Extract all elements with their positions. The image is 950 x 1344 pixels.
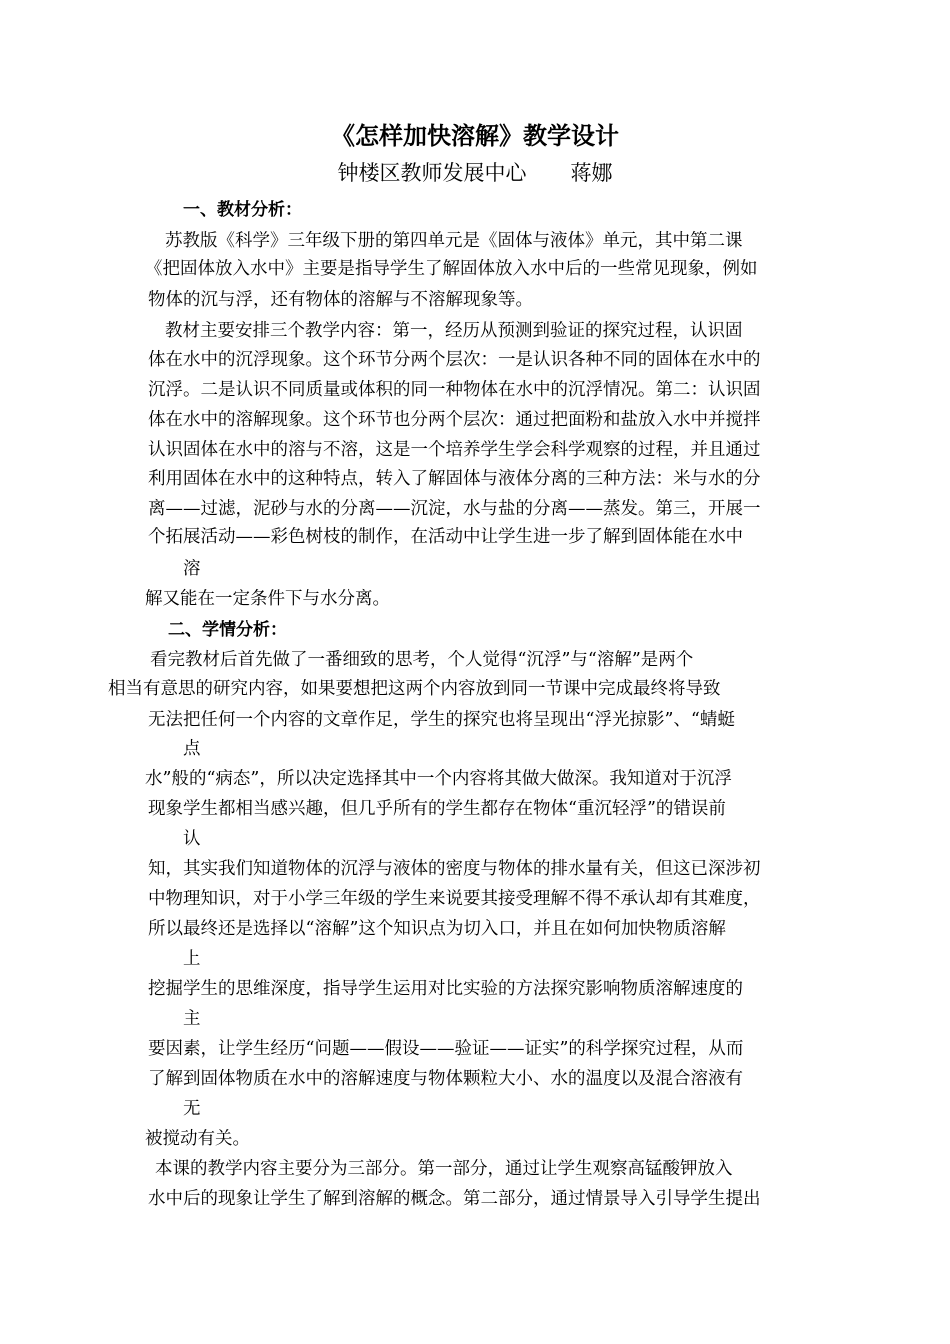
paragraph-line: 体在水中的溶解现象。这个环节也分两个层次：通过把面粉和盐放入水中并搅拌 — [148, 410, 761, 430]
author-name: 蒋娜 — [570, 161, 613, 185]
paragraph-line: 看完教材后首先做了一番细致的思考，个人觉得“沉浮”与“溶解”是两个 — [150, 650, 694, 670]
paragraph-line: 水中后的现象让学生了解到溶解的概念。第二部分，通过情景导入引导学生提出 — [148, 1189, 761, 1209]
paragraph-line: 解又能在一定条件下与水分离。 — [145, 589, 390, 609]
paragraph-line: 利用固体在水中的这种特点，转入了解固体与液体分离的三种方法：米与水的分 — [148, 469, 761, 489]
paragraph-line: 认 — [183, 829, 201, 849]
paragraph-line: 所以最终还是选择以“溶解”这个知识点为切入口，并且在如何加快物质溶解 — [148, 919, 726, 939]
paragraph-line: 《把固体放入水中》主要是指导学生了解固体放入水中后的一些常见现象，例如 — [145, 259, 758, 279]
document-title: 《怎样加快溶解》教学设计 — [331, 121, 619, 150]
document-author — [0, 158, 950, 188]
paragraph-line: 了解到固体物质在水中的溶解速度与物体颗粒大小、水的温度以及混合溶液有 — [148, 1069, 743, 1089]
paragraph-line: 无法把任何一个内容的文章作足，学生的探究也将呈现出“浮光掠影”、“蜻蜓 — [148, 710, 735, 730]
paragraph-line: 水”般的“病态”，所以决定选择其中一个内容将其做大做深。我知道对于沉浮 — [145, 769, 732, 789]
paragraph-line: 认识固体在水中的溶与不溶，这是一个培养学生学会科学观察的过程，并且通过 — [148, 440, 761, 460]
author-organization: 钟楼区教师发展中心 — [337, 161, 527, 185]
paragraph-line: 本课的教学内容主要分为三部分。第一部分，通过让学生观察高锰酸钾放入 — [155, 1159, 733, 1179]
paragraph-line: 体在水中的沉浮现象。这个环节分两个层次：一是认识各种不同的固体在水中的 — [148, 350, 761, 370]
paragraph-line: 苏教版《科学》三年级下册的第四单元是《固体与液体》单元，其中第二课 — [165, 231, 743, 251]
section-heading-learner-analysis: 二、学情分析： — [168, 620, 287, 640]
paragraph-line: 离——过滤，泥砂与水的分离——沉淀，水与盐的分离——蒸发。第三，开展一 — [148, 499, 761, 519]
section-heading-textbook-analysis: 一、教材分析： — [183, 200, 302, 220]
paragraph-line: 教材主要安排三个教学内容：第一，经历从预测到验证的探究过程，认识固 — [165, 321, 743, 341]
paragraph-line: 个拓展活动——彩色树枝的制作，在活动中让学生进一步了解到固体能在水中 — [148, 527, 743, 547]
paragraph-line: 溶 — [183, 559, 201, 579]
paragraph-line: 相当有意思的研究内容，如果要想把这两个内容放到同一节课中完成最终将导致 — [108, 679, 721, 699]
paragraph-line: 上 — [183, 949, 201, 969]
paragraph-line: 现象学生都相当感兴趣，但几乎所有的学生都存在物体“重沉轻浮”的错误前 — [148, 799, 726, 819]
paragraph-line: 被搅动有关。 — [145, 1129, 250, 1149]
paragraph-line: 无 — [183, 1099, 201, 1119]
paragraph-line: 知，其实我们知道物体的沉浮与液体的密度与物体的排水量有关，但这已深涉初 — [148, 859, 761, 879]
paragraph-line: 物体的沉与浮，还有物体的溶解与不溶解现象等。 — [148, 290, 533, 310]
paragraph-line: 主 — [183, 1009, 201, 1029]
paragraph-line: 中物理知识，对于小学三年级的学生来说要其接受理解不得不承认却有其难度， — [148, 889, 761, 909]
paragraph-line: 要因素，让学生经历“问题——假设——验证——证实”的科学探究过程，从而 — [148, 1039, 744, 1059]
paragraph-line: 点 — [183, 739, 201, 759]
paragraph-line: 沉浮。二是认识不同质量或体积的同一种物体在水中的沉浮情况。第二：认识固 — [148, 380, 761, 400]
paragraph-line: 挖掘学生的思维深度，指导学生运用对比实验的方法探究影响物质溶解速度的 — [148, 979, 743, 999]
